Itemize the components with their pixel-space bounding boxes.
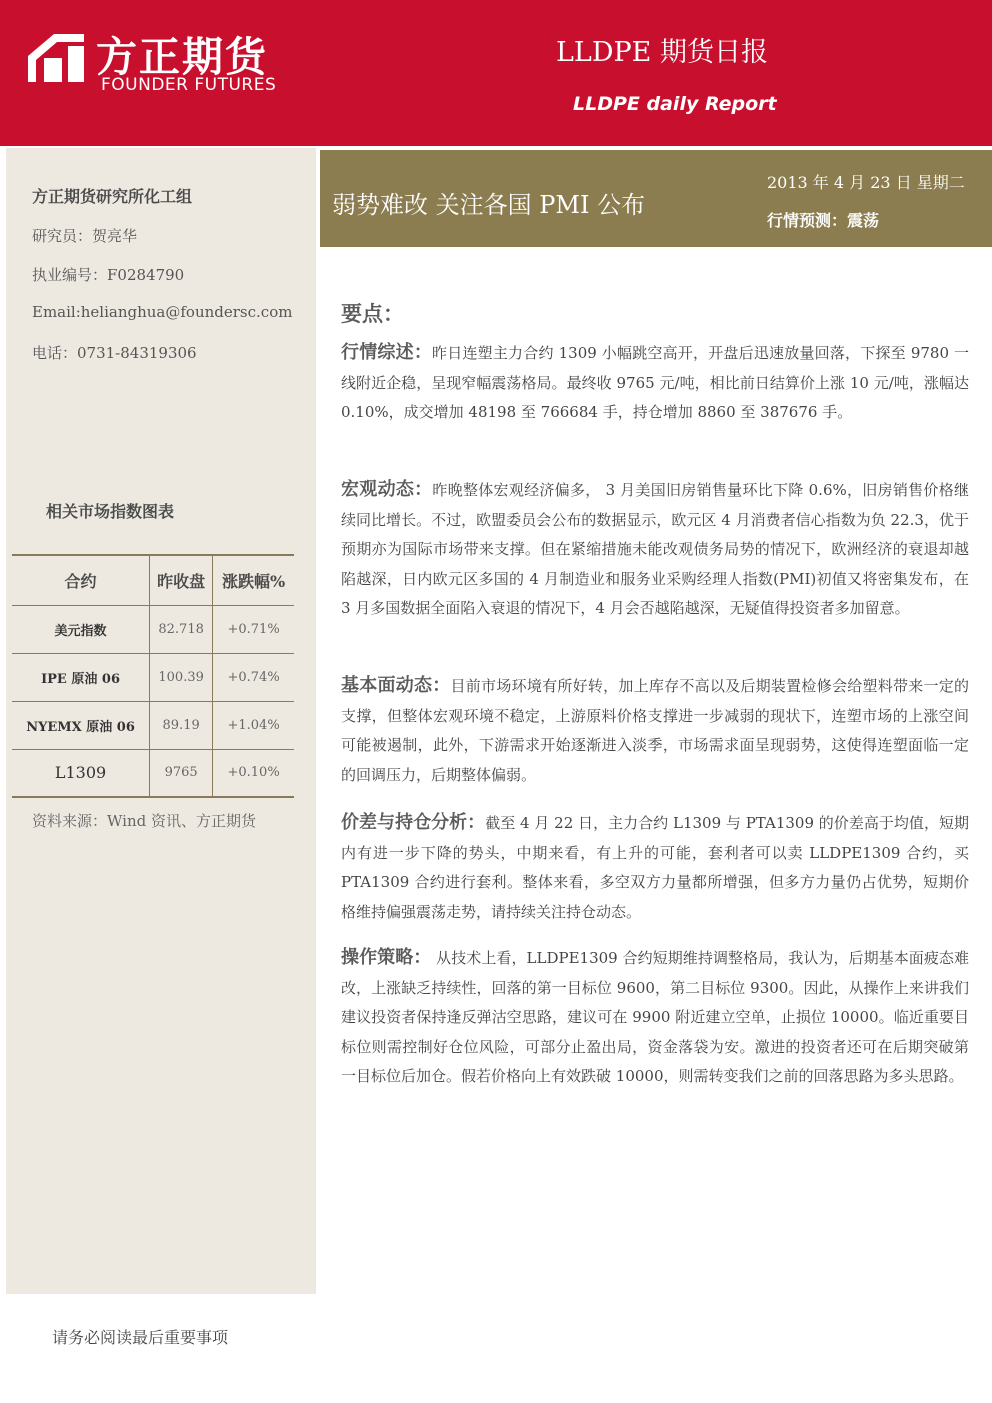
section-label: 宏观动态： bbox=[341, 479, 433, 500]
table-header-cell: 合约 bbox=[12, 555, 150, 605]
table-header-row bbox=[12, 555, 294, 605]
report-title: LLDPE 期货日报 bbox=[556, 37, 768, 68]
section-text: 截至 4 月 22 日，主力合约 L1309 与 PTA1309 的价差高于均值，短期内有进一步下降的势头，中期来看，有上升的可能，套利者可以卖 LLDPE1309 合约，买 PTA1309 合约进行套利。整体来看，多空双方力量都所增强，但多方力量仍占优势，短期价格维持偏强震荡走势，请持续关注持仓动态。 bbox=[341, 814, 969, 921]
section-label: 基本面动态： bbox=[341, 675, 451, 696]
section-label: 操作策略： bbox=[341, 947, 432, 968]
logo-chinese-name: 方正期货 bbox=[96, 33, 268, 81]
section-market-review bbox=[341, 338, 969, 428]
section-strategy bbox=[341, 943, 969, 1092]
founder-logo-icon bbox=[20, 28, 84, 90]
section-text: 从技术上看，LLDPE1309 合约短期维持调整格局，我认为，后期基本面疲态难改，上涨缺乏持续性，回落的第一目标位 9600，第二目标位 9300。因此，从操作上来讲我们建议投资者保持逢反弹沽空思路，建议可在 9900 附近建立空单，止损位 10000。临近重要目标位则需控制好仓位风险，可部分止盈出局，资金落袋为安。激进的投资者还可在后期突破第一目标位后加仓。假若价格向上有效跌破 10000，则需转变我们之前的回落思路为多头思路。 bbox=[341, 949, 969, 1085]
sidebar-chart-title: 相关市场指数图表 bbox=[46, 502, 175, 521]
section-spread-position bbox=[341, 808, 969, 927]
report-headline: 弱势难改 关注各国 PMI 公布 bbox=[332, 191, 646, 219]
table-cell-contract: NYEMX 原油 06 bbox=[12, 701, 150, 749]
table-header-cell: 涨跌幅% bbox=[221, 571, 286, 591]
table-row bbox=[12, 653, 294, 701]
table-cell-close: 100.39 bbox=[150, 653, 213, 701]
sidebar-license: 执业编号：F0284790 bbox=[32, 266, 185, 284]
table-source-note: 资料来源：Wind 资讯、方正期货 bbox=[32, 812, 256, 830]
report-subtitle: LLDPE daily Report bbox=[573, 93, 777, 115]
table-row bbox=[12, 605, 294, 653]
footer-disclaimer-note: 请务必阅读最后重要事项 bbox=[52, 1328, 229, 1347]
table-header-cell: 昨收盘 bbox=[150, 555, 213, 605]
table-row bbox=[12, 749, 294, 797]
key-points-heading: 要点： bbox=[341, 301, 404, 326]
section-text: 昨晚整体宏观经济偏多， 3 月美国旧房销售量环比下降 0.6%，旧房销售价格继续同比增长。不过，欧盟委员会公布的数据显示，欧元区 4 月消费者信心指数为负 22.3，优于预期亦为国际市场带来支撑。但在紧缩措施未能改观债务局势的情况下，欧洲经济的衰退却越陷越深，日内欧元区多国的 4 月制造业和服务业采购经理人指数(PMI)初值又将密集发布，在 3 月多国数据全面陷入衰退的情况下，4 月会否越陷越深，无疑值得投资者多加留意。 bbox=[341, 481, 969, 617]
table-cell-change: +0.10% bbox=[227, 765, 280, 781]
section-label: 行情综述： bbox=[341, 342, 433, 363]
logo-english-name: FOUNDER FUTURES bbox=[101, 75, 277, 95]
section-fundamentals bbox=[341, 671, 969, 790]
table-cell-change: +0.74% bbox=[227, 669, 280, 685]
table-cell-contract: 美元指数 bbox=[12, 605, 150, 653]
table-cell-close: 89.19 bbox=[150, 701, 213, 749]
market-index-table bbox=[12, 554, 294, 798]
section-macro bbox=[341, 475, 969, 624]
table-cell-change: +0.71% bbox=[227, 621, 280, 637]
sidebar-org: 方正期货研究所化工组 bbox=[32, 187, 193, 206]
table-row bbox=[12, 701, 294, 749]
table-cell-contract: IPE 原油 06 bbox=[12, 653, 150, 701]
sidebar-phone: 电话：0731-84319306 bbox=[32, 344, 197, 362]
section-text: 昨日连塑主力合约 1309 小幅跳空高开，开盘后迅速放量回落，下探至 9780 一线附近企稳，呈现窄幅震荡格局。最终收 9765 元/吨，相比前日结算价上涨 10 元/吨，涨幅达 0.10%，成交增加 48198 至 766684 手，持仓增加 8860 至 387676 手。 bbox=[341, 344, 969, 421]
table-cell-contract: L1309 bbox=[12, 749, 150, 797]
report-date: 2013 年 4 月 23 日 星期二 bbox=[767, 173, 965, 192]
sidebar-email[interactable]: Email:helianghua@foundersc.com bbox=[32, 303, 293, 321]
table-cell-close: 9765 bbox=[150, 749, 213, 797]
sidebar-researcher: 研究员：贺亮华 bbox=[32, 227, 138, 245]
section-label: 价差与持仓分析： bbox=[341, 812, 486, 833]
market-forecast: 行情预测：震荡 bbox=[767, 211, 880, 230]
table-cell-change: +1.04% bbox=[227, 717, 280, 733]
table-cell-close: 82.718 bbox=[150, 605, 213, 653]
section-text: 目前市场环境有所好转，加上库存不高以及后期装置检修会给塑料带来一定的支撑，但整体宏观环境不稳定，上游原料价格支撑进一步减弱的现状下，连塑市场的上涨空间可能被遏制，此外，下游需求开始逐渐进入淡季，市场需求面呈现弱势，这使得连塑面临一定的回调压力，后期整体偏弱。 bbox=[341, 677, 969, 784]
